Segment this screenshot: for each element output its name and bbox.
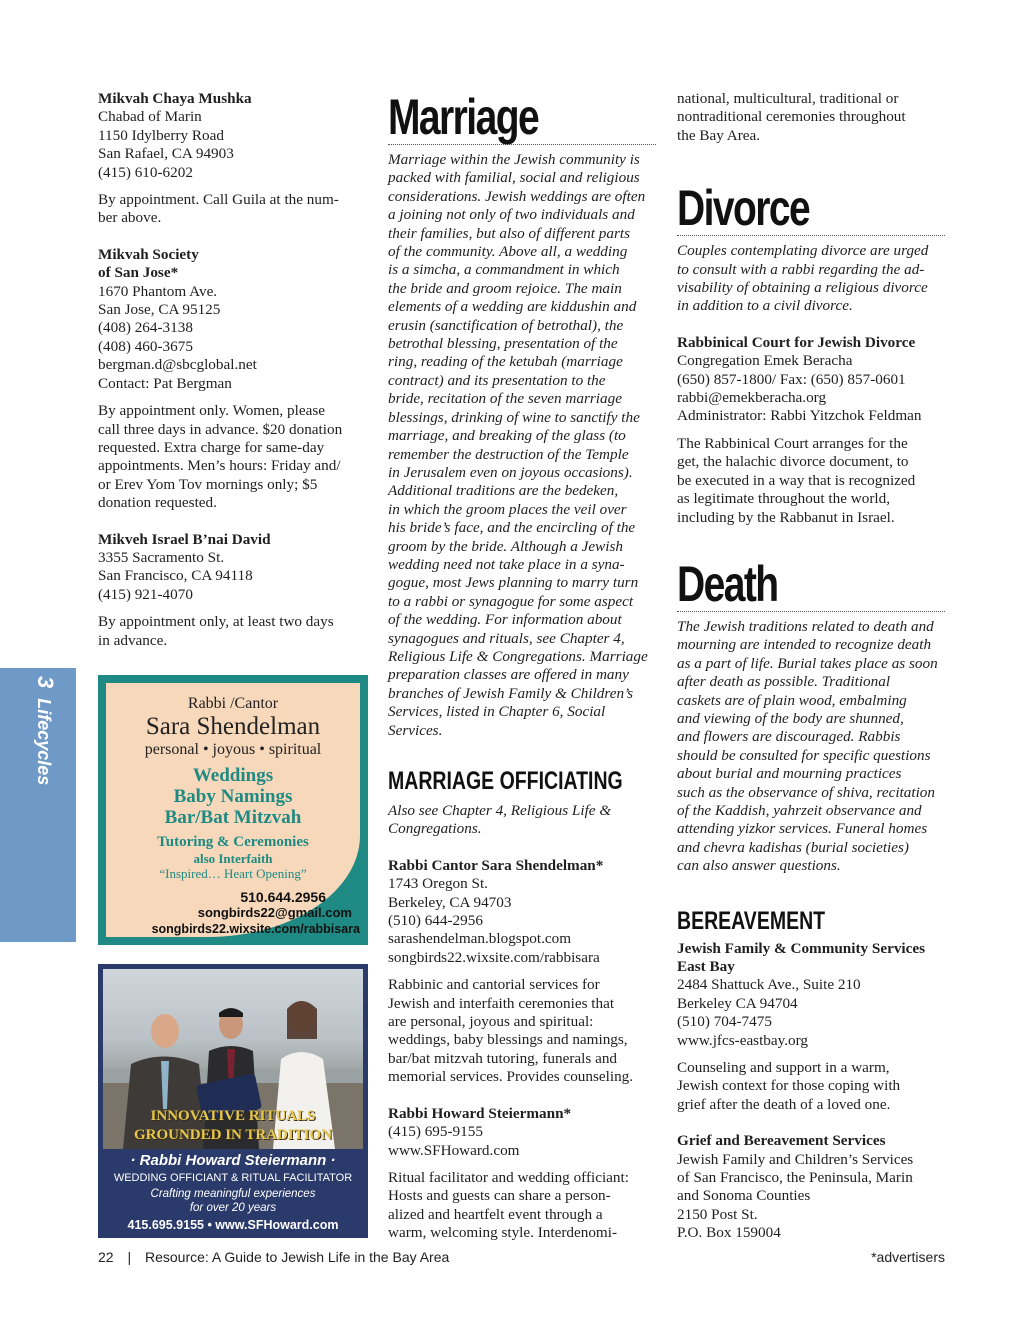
marriage-intro	[388, 151, 656, 740]
listing-name: Mikveh Israel B’nai David	[98, 530, 271, 548]
ad-phone: 510.644.2956	[240, 889, 326, 905]
listing-name: Rabbinical Court for Jewish Divorce	[677, 333, 916, 351]
intro-line: in addition to a civil divorce.	[677, 297, 853, 315]
ad-tagline: personal • joyous • spiritual	[144, 741, 322, 758]
intro-line: and viewing of the body are shunned,	[677, 709, 904, 727]
intro-line: groom by the bride. Although a Jewish	[388, 537, 623, 555]
phone-line: (408) 264-3138	[98, 319, 193, 337]
listing-name: of San Jose*	[98, 264, 179, 282]
note-line: as legitimate throughout the world,	[677, 490, 891, 508]
intro-line: mourning are intended to recognize death	[677, 636, 932, 654]
note-line: By appointment only. Women, please	[98, 402, 325, 420]
intro-line: bride, recitation of the seven marriage	[388, 390, 622, 408]
ad-title: Rabbi /Cantor	[187, 695, 279, 712]
note-line: Jewish context for those coping with	[677, 1077, 901, 1095]
address-line: Berkeley, CA 94703	[388, 893, 512, 911]
intro-line: and chevra kadishas (burial societies)	[677, 838, 909, 856]
intro-line: to a rabbi or synagogue for some aspect	[388, 592, 634, 610]
chapter-label: Lifecycles	[34, 698, 54, 786]
ad-slogan: INNOVATIVE RITUALS	[150, 1108, 316, 1124]
address-line: Jewish Family and Children’s Services	[677, 1150, 914, 1168]
ad-crafting: Crafting meaningful experiences	[150, 1188, 316, 1200]
section-heading-rule	[388, 90, 656, 145]
address-line: San Jose, CA 95125	[98, 301, 221, 319]
intro-line: should be consulted for specific questions	[677, 746, 931, 764]
intro-line: in Jerusalem even on joyous occasions).	[388, 463, 633, 481]
listing-name: Jewish Family & Community Services	[677, 939, 926, 957]
intro-line: can also answer questions.	[677, 857, 841, 875]
note-line: By appointment. Call Guila at the num-	[98, 191, 339, 209]
note-line: Hosts and guests can share a person-	[388, 1187, 611, 1205]
publication-title: Resource: A Guide to Jewish Life in the Bay Area	[145, 1249, 450, 1265]
phone-line: (510) 644-2956	[388, 912, 483, 930]
address-line: 3355 Sacramento St.	[98, 548, 225, 566]
section-heading: Death	[677, 555, 778, 612]
intro-line: Services.	[388, 721, 443, 739]
intro-line: of the Kaddish, yahrzeit observance and	[677, 801, 922, 819]
note-line: Jewish and interfaith ceremonies that	[388, 994, 615, 1012]
intro-line: remember the destruction of the Temple	[388, 445, 629, 463]
intro-line: packed with familial, social and religious	[388, 169, 640, 187]
intro-line: Congregations.	[388, 820, 482, 838]
address-line: San Rafael, CA 94903	[98, 145, 234, 163]
note-line: call three days in advance. $20 donation	[98, 420, 343, 438]
email-line: rabbi@emekberacha.org	[677, 389, 827, 407]
note-line: ber above.	[98, 209, 162, 227]
note-line: or Erev Yom Tov mornings only; $5	[98, 475, 318, 493]
chapter-tab	[0, 668, 76, 942]
phone-line: (415) 695-9155	[388, 1123, 483, 1141]
intro-line: synagogues and rituals, see Chapter 4,	[388, 629, 625, 647]
intro-line: Additional traditions are the bedeken,	[388, 482, 619, 500]
ad-crafting: for over 20 years	[189, 1202, 277, 1214]
chapter-number: 3	[33, 676, 58, 689]
listing-name: Mikvah Society	[98, 245, 199, 263]
intro-line: attending yizkor services. Funeral homes	[677, 820, 928, 838]
ad-web: songbirds22.wixsite.com/rabbisara	[151, 922, 360, 936]
address-line: Berkeley CA 94704	[677, 994, 798, 1012]
column-middle	[388, 90, 656, 1243]
note-line: donation requested.	[98, 494, 217, 512]
ad-email: songbirds22@gmail.com	[197, 905, 352, 920]
intro-line: considerations. Jewish weddings are often	[388, 187, 646, 205]
intro-line: The Jewish traditions related to death and	[677, 617, 934, 635]
intro-line: their families, but also of different parts	[388, 224, 631, 242]
intro-line: marriage, and breaking of the glass (to	[388, 427, 626, 445]
note-line: bar/bat mitzvah tutoring, funerals and	[388, 1049, 618, 1067]
web-line: songbirds22.wixsite.com/rabbisara	[388, 948, 600, 966]
intro-line: his bride’s face, and the encircling of the	[388, 519, 636, 537]
note-line: in advance.	[98, 631, 168, 649]
note-line: appointments. Men’s hours: Friday and/	[98, 457, 341, 475]
page-number: 22	[98, 1249, 114, 1265]
listing-name: Rabbi Cantor Sara Shendelman*	[388, 856, 604, 874]
intro-line: a joining not only of two individuals and	[388, 206, 635, 224]
intro-line: preparation classes are offered in many	[388, 666, 629, 684]
address-line: and Sonoma Counties	[677, 1187, 811, 1205]
phone-line: (510) 704-7475	[677, 1013, 772, 1031]
ad-name: · Rabbi Howard Steiermann ·	[130, 1152, 336, 1169]
intro-line: after death as possible. Traditional	[677, 673, 891, 691]
address-line: 1670 Phantom Ave.	[98, 282, 218, 300]
address-line: 2150 Post St.	[677, 1205, 758, 1223]
note-line: By appointment only, at least two days	[98, 613, 334, 631]
intro-line: Couples contemplating divorce are urged	[677, 242, 929, 260]
ad-role: WEDDING OFFICIANT & RITUAL FACILITATOR	[113, 1172, 353, 1184]
intro-line: branches of Jewish Family & Children’s	[388, 684, 634, 702]
intro-line: is a simcha, a commandment in which	[388, 261, 620, 279]
ad-sara-shendelman	[98, 675, 368, 945]
intro-line: and flowers are discouraged. Rabbis	[677, 728, 901, 746]
intro-line: of the wedding. For information about	[388, 611, 622, 629]
note-line: Rabbinic and cantorial services for	[388, 976, 600, 994]
note-line: Counseling and support in a warm,	[677, 1059, 890, 1077]
intro-line: ring, reading of the ketubah (marriage	[388, 353, 623, 371]
note-line: get, the halachic divorce document, to	[677, 453, 909, 471]
listing-name: Grief and Bereavement Services	[677, 1132, 886, 1150]
note-line: requested. Extra charge for same-day	[98, 438, 325, 456]
note-line: including by the Rabbanut in Israel.	[677, 508, 895, 526]
address-line: San Francisco, CA 94118	[98, 567, 253, 585]
contact-line: Contact: Pat Bergman	[98, 374, 232, 392]
intro-line: Also see Chapter 4, Religious Life &	[388, 802, 612, 819]
ad-slogan: GROUNDED IN TRADITION	[133, 1127, 333, 1143]
note-line: The Rabbinical Court arranges for the	[677, 434, 908, 452]
web-line: www.SFHoward.com	[388, 1141, 520, 1159]
intro-line: about burial and mourning practices	[677, 765, 902, 783]
note-line: memorial services. Provides counseling.	[388, 1068, 634, 1086]
ad-contact: 415.695.9155 • www.SFHoward.com	[127, 1218, 339, 1232]
ad-tutoring: Tutoring & Ceremonies	[157, 834, 309, 850]
address-line: P.O. Box 159004	[677, 1224, 781, 1242]
intro-line: in which the groom places the veil over	[388, 500, 627, 518]
address-line: of San Francisco, the Peninsula, Marin	[677, 1169, 913, 1187]
page-footer	[98, 1249, 945, 1265]
intro-line: visability of obtaining a religious divorce	[677, 279, 928, 297]
intro-line: contract) and its presentation to the	[388, 371, 606, 389]
phone-line: (650) 857-1800/ Fax: (650) 857-0601	[677, 370, 906, 388]
subsection-heading: BEREAVEMENT	[677, 906, 826, 935]
section-heading: Marriage	[388, 89, 539, 145]
advertisers-note: *advertisers	[871, 1249, 945, 1265]
note-line: be executed in a way that is recognized	[677, 471, 916, 489]
intro-line: caskets are of plain wood, embalming	[677, 691, 907, 709]
address-line: Chabad of Marin	[98, 108, 202, 126]
note-line: alized and heartfelt event through a	[388, 1205, 603, 1223]
listing-name: Rabbi Howard Steiermann*	[388, 1104, 572, 1122]
note-line: warm, welcoming style. Interdenomi-	[388, 1224, 618, 1242]
intro-line: gogue, most Jews planning to marry turn	[388, 574, 639, 592]
intro-line: Services, listed in Chapter 6, Social	[388, 703, 606, 721]
address-line: 2484 Shattuck Ave., Suite 210	[677, 976, 861, 994]
note-line: are personal, joyous and spiritual:	[388, 1013, 594, 1031]
intro-line: elements of a wedding are kiddushin and	[388, 298, 637, 316]
phone-line: (408) 460-3675	[98, 337, 193, 355]
intro-line: Religious Life & Congregations. Marriage	[388, 647, 648, 665]
section-heading-rule	[677, 557, 945, 612]
column-left	[98, 90, 368, 650]
intro-line: wedding need not take place in a syna-	[388, 555, 625, 573]
listing-name: Mikvah Chaya Mushka	[98, 90, 252, 107]
note-line: weddings, baby blessings and namings,	[388, 1031, 628, 1049]
intro-line: to consult with a rabbi regarding the ad-	[677, 260, 925, 278]
intro-line: as a part of life. Burial takes place as soon	[677, 654, 938, 672]
phone-line: (415) 921-4070	[98, 585, 193, 603]
ad-service: Baby Namings	[173, 786, 293, 807]
address-line: 1743 Oregon St.	[388, 875, 488, 893]
address-line: Congregation Emek Beracha	[677, 352, 853, 370]
intro-line: blessings, drinking of wine to sanctify the	[388, 408, 640, 426]
intro-line: the bride and groom rejoice. The main	[388, 279, 622, 297]
section-heading: Divorce	[677, 180, 810, 237]
ad-quote: “Inspired… Heart Opening”	[159, 866, 307, 881]
note-line: grief after the death of a loved one.	[677, 1095, 891, 1113]
subsection-heading: MARRIAGE OFFICIATING	[388, 767, 623, 795]
note-line: Ritual facilitator and wedding officiant:	[388, 1168, 629, 1186]
address-line: 1150 Idylberry Road	[98, 126, 224, 144]
contact-line: Administrator: Rabbi Yitzchok Feldman	[677, 407, 922, 425]
ad-service: Weddings	[192, 765, 274, 786]
web-line: sarashendelman.blogspot.com	[388, 930, 572, 948]
footer-separator: |	[127, 1249, 132, 1265]
continued-line: nontraditional ceremonies throughout	[677, 108, 906, 126]
intro-line: such as the observance of shiva, recitation	[677, 783, 935, 801]
phone-line: (415) 610-6202	[98, 163, 193, 181]
web-line: www.jfcs-eastbay.org	[677, 1031, 809, 1049]
email-line: bergman.d@sbcglobal.net	[98, 356, 257, 374]
column-right	[677, 90, 945, 1243]
intro-line: erusin (sanctification of betrothal), the	[388, 316, 624, 334]
ad-service: Bar/Bat Mitzvah	[164, 807, 302, 828]
ad-interfaith: also Interfaith	[193, 851, 273, 866]
intro-line: Marriage within the Jewish community is	[388, 151, 640, 168]
intro-line: of the community. Above all, a wedding	[388, 243, 628, 261]
continued-line: the Bay Area.	[677, 126, 761, 144]
listing-name: East Bay	[677, 958, 735, 975]
ad-howard-steiermann	[98, 964, 368, 1238]
continued-line: national, multicultural, traditional or	[677, 90, 899, 107]
intro-line: betrothal blessing, presentation of the	[388, 335, 618, 353]
section-heading-rule	[677, 181, 945, 236]
ad-name: Sara Shendelman	[145, 713, 321, 740]
